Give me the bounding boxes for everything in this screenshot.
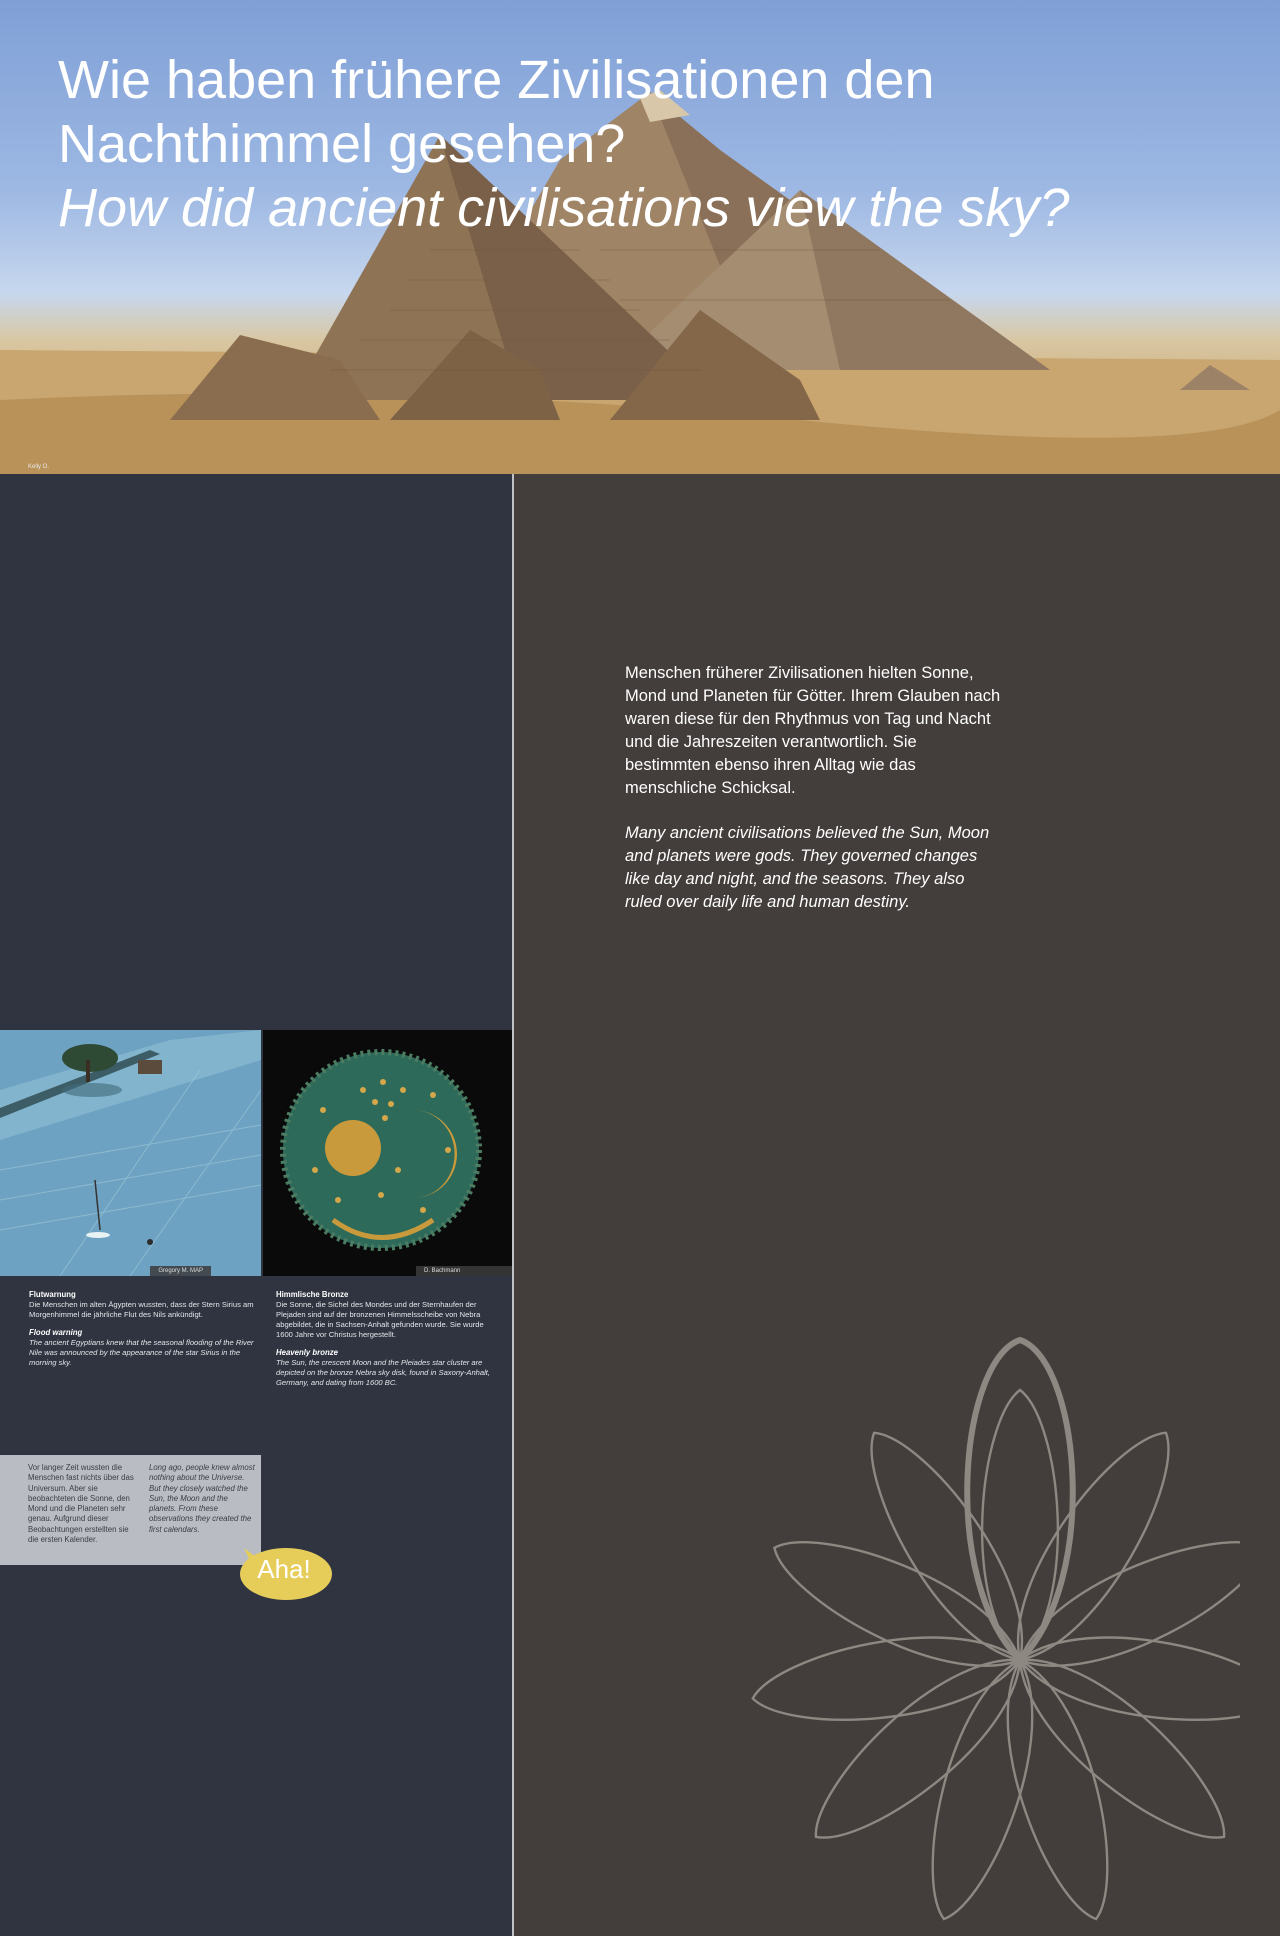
nile-photo-credit: Gregory M. MAP bbox=[150, 1266, 211, 1276]
bronze-title-en: Heavenly bronze bbox=[276, 1348, 338, 1357]
nebra-disk-photo bbox=[263, 1030, 512, 1276]
intro-english: Many ancient civilisations believed the Sun, Moon and planets were gods. They governed changes like day and night, and the seasons. They also ruled over daily life and human destiny. bbox=[625, 824, 990, 911]
rosette-petal bbox=[842, 1412, 1052, 1680]
flood-text-de: Die Menschen im alten Ägypten wussten, dass der Stern Sirius am Morgenhimmel die jährliche Flut des Nils ankündigt. bbox=[29, 1300, 254, 1319]
bronze-title-de: Himmlische Bronze bbox=[276, 1290, 349, 1299]
hero-banner bbox=[0, 0, 1280, 474]
flood-title-de: Flutwarnung bbox=[29, 1290, 76, 1299]
rosette-petal bbox=[759, 1513, 1036, 1694]
intro-text bbox=[625, 662, 1005, 936]
title-english: How did ancient civilisations view the sky? bbox=[58, 178, 1070, 238]
bronze-text-de: Die Sonne, die Sichel des Mondes und der Sternhaufen der Plejaden sind auf der bronzenen Himmelsscheibe von Nebra abgebildet, die in Sachsen-Anhalt gefunden wurde. Sie wurde 1600 Jahre vor Christus hergestellt. bbox=[276, 1300, 484, 1339]
spirograph-rosette bbox=[720, 1330, 1240, 1930]
bronze-text-en: The Sun, the crescent Moon and the Pleiades star cluster are depicted on the bronze Nebra sky disk, found in Saxony-Anhalt, Germany, and dating from 1600 BC. bbox=[276, 1358, 491, 1387]
intro-german: Menschen früherer Zivilisationen hielten Sonne, Mond und Planeten für Götter. Ihrem Glauben nach waren diese für den Rhythmus von Tag und Nacht und die Jahreszeiten verantwortlich. Sie bestimmten ebenso ihren Alltag wie das menschliche Schicksal. bbox=[625, 664, 1001, 797]
aha-label: Aha! bbox=[257, 1554, 311, 1584]
nile-flood-photo bbox=[0, 1030, 261, 1276]
nile-flood-illustration bbox=[0, 1030, 261, 1276]
rosette-petal bbox=[988, 1412, 1198, 1680]
aha-text-de: Vor langer Zeit wussten die Menschen fast nichts über das Universum. Aber sie beobachteten die Sonne, den Mond und die Planeten sehr genau. Aufgrund dieser Beobachtungen erstellten sie die ersten Kalender. bbox=[28, 1463, 134, 1545]
hero-photo-credit: Kelly O. bbox=[28, 464, 50, 470]
flood-text-en: The ancient Egyptians knew that the seasonal flooding of the River Nile was announced by the appearance of the star Sirius in the morning sky. bbox=[29, 1338, 254, 1367]
rosette-petal bbox=[1004, 1513, 1240, 1694]
rosette-petal bbox=[1015, 1623, 1240, 1736]
aha-box bbox=[0, 1455, 261, 1565]
disk-photo-credit: D. Bachmann bbox=[416, 1266, 512, 1276]
flood-caption bbox=[29, 1290, 254, 1376]
flood-title-en: Flood warning bbox=[29, 1328, 83, 1337]
page-title bbox=[58, 48, 1258, 240]
nebra-disk-illustration bbox=[263, 1030, 512, 1276]
bronze-caption bbox=[276, 1290, 498, 1396]
aha-text-en: Long ago, people knew almost nothing about the Universe. But they closely watched the Sun, the Moon and the planets. From these observations they created the first calendars. bbox=[149, 1463, 255, 1534]
title-german: Wie haben frühere Zivilisationen den Nachthimmel gesehen? bbox=[58, 50, 935, 174]
